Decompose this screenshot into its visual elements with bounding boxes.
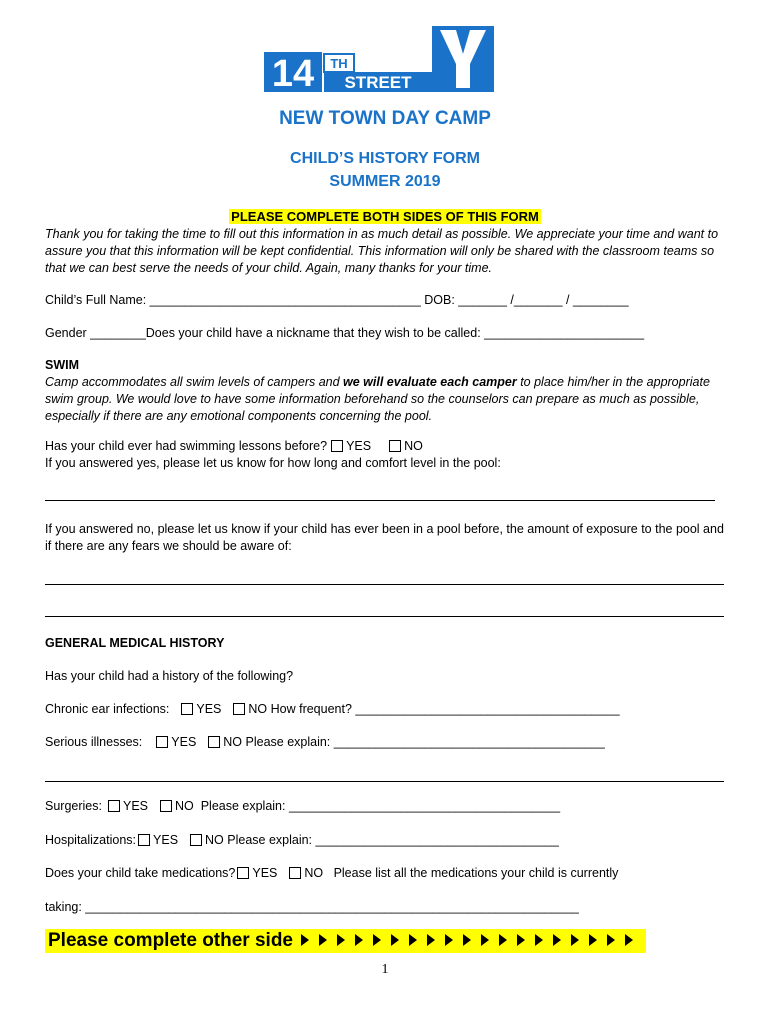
swim-no-answer-line-2[interactable]	[45, 616, 724, 617]
hosp-no-checkbox[interactable]	[190, 834, 202, 846]
arrow-right-icon	[481, 934, 489, 946]
svg-text:STREET: STREET	[344, 73, 412, 92]
arrow-right-icon	[355, 934, 363, 946]
medications-row: Does your child take medications? YES NO Please list all the medications your child is currently	[45, 866, 619, 880]
ear-frequency-field[interactable]: NO How frequent? ______________________________________	[248, 702, 620, 716]
illness-answer-line[interactable]	[45, 781, 724, 782]
gender-field[interactable]: Gender ________	[45, 326, 146, 340]
illness-no-checkbox[interactable]	[208, 736, 220, 748]
arrow-icons	[301, 934, 643, 949]
swim-lessons-question: Has your child ever had swimming lessons before? YES NO	[45, 439, 423, 453]
ear-infections-row: Chronic ear infections: YES NO How frequent? ______________________________________	[45, 702, 620, 716]
camp-title: NEW TOWN DAY CAMP	[279, 108, 491, 129]
complete-other-side-text: Please complete other side	[48, 930, 293, 951]
swim-no-prompt: If you answered no, please let us know if your child has ever been in a pool before, the amount of exposure to the pool and if there are any fears we should be aware of:	[45, 522, 724, 553]
child-name-dob-field[interactable]: Child’s Full Name: _______________________________________ DOB: _______ /_______ / ________	[45, 293, 629, 307]
intro-paragraph: Thank you for taking the time to fill out this information in as much detail as possible. We appreciate your time and want to assure you that this information will be kept confidential. This information will only be shared with the classroom teams so that we can best serve the needs of your child. Again, many thanks for your time.	[45, 227, 719, 275]
arrow-right-icon	[301, 934, 309, 946]
swim-lessons-no-checkbox[interactable]	[389, 440, 401, 452]
arrow-right-icon	[319, 934, 327, 946]
svg-text:TH: TH	[330, 56, 348, 71]
form-season: SUMMER 2019	[329, 173, 441, 190]
nickname-field[interactable]: Does your child have a nickname that they wish to be called: _______________________	[145, 326, 645, 340]
complete-other-side-banner	[45, 929, 646, 953]
swim-yes-answer-line[interactable]	[45, 500, 715, 501]
complete-both-sides-notice: PLEASE COMPLETE BOTH SIDES OF THIS FORM	[231, 209, 539, 224]
arrow-right-icon	[589, 934, 597, 946]
swim-yes-prompt: If you answered yes, please let us know for how long and comfort level in the pool:	[45, 456, 501, 470]
arrow-right-icon	[499, 934, 507, 946]
med-yes-checkbox[interactable]	[237, 867, 249, 879]
ear-yes-checkbox[interactable]	[181, 703, 193, 715]
illness-explain-field[interactable]: NO Please explain: _______________________________________	[223, 735, 605, 749]
illness-yes-checkbox[interactable]	[156, 736, 168, 748]
medical-history-question: Has your child had a history of the following?	[45, 669, 294, 683]
arrow-right-icon	[445, 934, 453, 946]
swim-heading: SWIM	[45, 358, 80, 372]
ear-no-checkbox[interactable]	[233, 703, 245, 715]
surgery-no-checkbox[interactable]	[160, 800, 172, 812]
arrow-right-icon	[391, 934, 399, 946]
arrow-right-icon	[607, 934, 615, 946]
svg-text:14: 14	[271, 53, 315, 94]
arrow-right-icon	[517, 934, 525, 946]
arrow-right-icon	[553, 934, 561, 946]
14th-street-y-logo	[264, 26, 494, 94]
serious-illnesses-row: Serious illnesses: YES NO Please explain: _______________________________________	[45, 735, 605, 749]
form-title: CHILD’S HISTORY FORM	[290, 150, 480, 167]
arrow-right-icon	[625, 934, 633, 946]
page-number: 1	[381, 962, 389, 977]
arrow-right-icon	[463, 934, 471, 946]
med-no-checkbox[interactable]	[289, 867, 301, 879]
surgeries-row: Surgeries: YES NO Please explain: _______________________________________	[45, 799, 561, 813]
arrow-right-icon	[535, 934, 543, 946]
surgery-explain-field[interactable]: Please explain: _______________________________________	[200, 799, 561, 813]
hosp-yes-checkbox[interactable]	[138, 834, 150, 846]
arrow-right-icon	[427, 934, 435, 946]
medications-list-field[interactable]: taking: _______________________________________________________________________	[45, 900, 579, 914]
hosp-explain-field[interactable]: NO Please explain: ___________________________________	[205, 833, 559, 847]
surgery-yes-checkbox[interactable]	[108, 800, 120, 812]
swim-no-answer-line-1[interactable]	[45, 584, 724, 585]
hospitalizations-row: Hospitalizations: YES NO Please explain: ___________________________________	[45, 833, 559, 847]
arrow-right-icon	[409, 934, 417, 946]
arrow-right-icon	[571, 934, 579, 946]
swim-paragraph: Camp accommodates all swim levels of campers and we will evaluate each camper to place him/her in the appropriate swim group. We would love to have some information beforehand so the counselors can prepare as much as possible, especially if there are any emotional components concerning the pool.	[45, 375, 710, 423]
arrow-right-icon	[373, 934, 381, 946]
arrow-right-icon	[337, 934, 345, 946]
swim-lessons-yes-checkbox[interactable]	[331, 440, 343, 452]
medical-heading: GENERAL MEDICAL HISTORY	[45, 636, 225, 650]
